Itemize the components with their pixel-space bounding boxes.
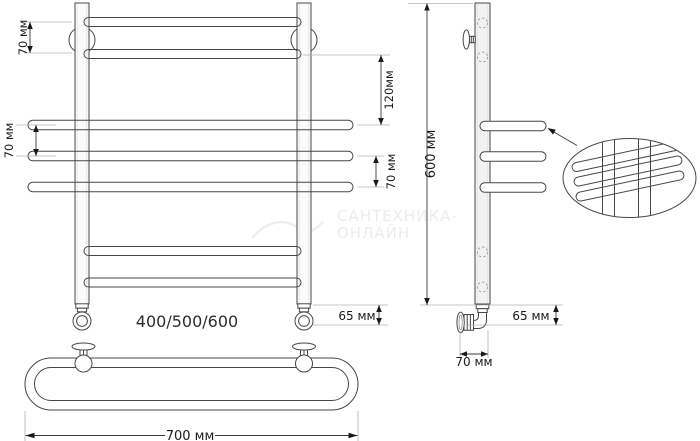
front-view	[2, 3, 398, 331]
dim-label-70-wall: 70 мм	[455, 355, 493, 369]
detail-callout	[548, 128, 697, 220]
side-rail	[480, 121, 546, 131]
watermark-line2: ОНЛАЙН	[337, 224, 411, 242]
bottom-rail	[84, 278, 301, 287]
dim-label-700: 700 мм	[165, 429, 215, 441]
top-rail	[84, 50, 301, 59]
side-rail	[480, 183, 546, 193]
post-section	[296, 355, 313, 372]
side-rail	[480, 152, 546, 162]
dim-label-70-right: 70 мм	[384, 153, 398, 190]
top-rail	[84, 18, 301, 27]
valve-left	[73, 304, 91, 330]
bottom-rail	[84, 247, 301, 256]
side-view	[408, 3, 563, 369]
dim-width	[25, 411, 358, 441]
dim-label-top-left: 70 мм	[16, 19, 30, 56]
wall-bracket	[463, 30, 475, 49]
watermark-swoosh	[252, 221, 323, 238]
valve-nut	[464, 315, 474, 331]
post-section	[75, 355, 92, 372]
width-options-label: 400/500/600	[135, 312, 239, 331]
dim-label-65-side: 65 мм	[512, 309, 550, 323]
dim-curved-rail-spacing-right	[357, 154, 398, 190]
top-view	[25, 343, 358, 441]
dim-wall-distance	[455, 330, 492, 369]
dim-top-rail-spacing	[16, 20, 72, 56]
dim-gap-upper-right	[303, 55, 396, 125]
dim-label-120: 120мм	[382, 70, 396, 110]
dim-label-mid-left: 70 мм	[2, 122, 16, 159]
dim-valve-offset-front	[313, 305, 388, 325]
callout-arrowhead	[548, 128, 556, 135]
dim-label-600: 600 мм	[424, 129, 439, 179]
corner-valve	[457, 305, 489, 333]
dim-label-65-front: 65 мм	[338, 309, 376, 323]
callout-leader-line	[553, 132, 577, 146]
watermark-line1: САНТЕХНИКА-	[337, 207, 458, 225]
valve-right	[295, 304, 313, 330]
